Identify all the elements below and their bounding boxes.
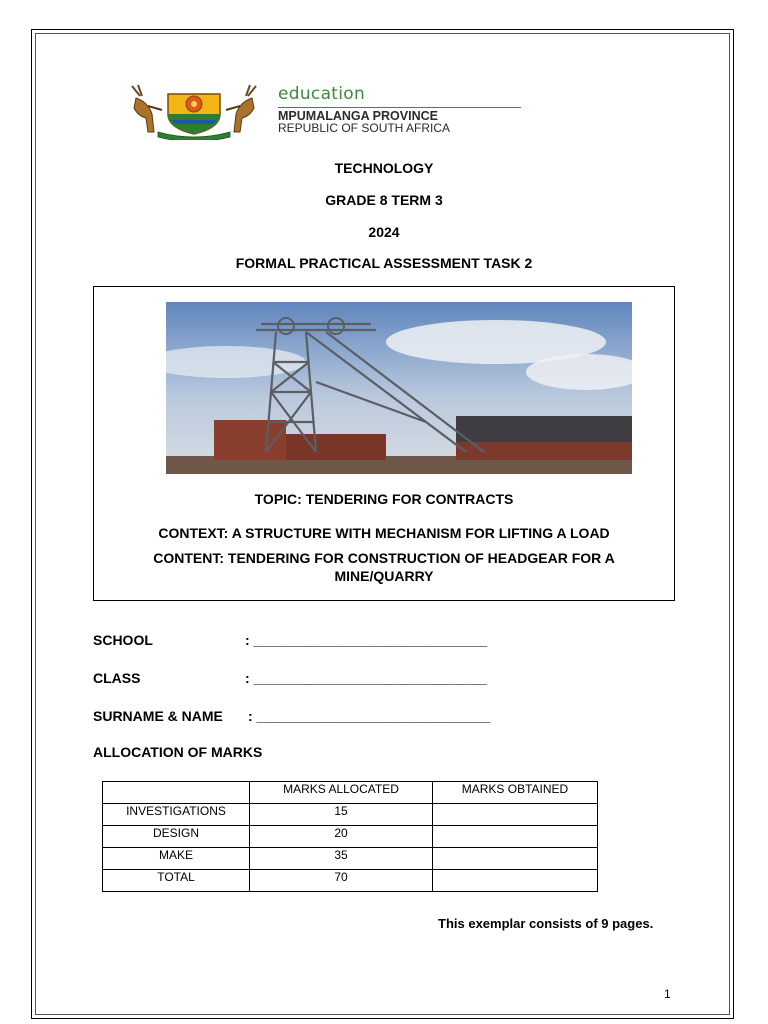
row-obtained[interactable] [433,804,598,826]
table-row [103,848,598,870]
department-logo [118,84,528,140]
header-marks-allocated: MARKS ALLOCATED [250,782,433,804]
table-row [103,804,598,826]
row-label: MAKE [103,848,250,870]
row-allocated: 70 [250,870,433,892]
row-obtained[interactable] [433,870,598,892]
logo-divider [278,107,521,108]
marks-table [102,781,598,892]
allocation-heading: ALLOCATION OF MARKS [93,744,263,760]
row-obtained[interactable] [433,826,598,848]
header-cell-empty [103,782,250,804]
surname-name-field[interactable]: : ______________________________ [248,708,491,724]
page-number: 1 [664,987,671,1001]
year-title: 2024 [368,224,400,240]
mine-headgear-photo [166,302,632,474]
subject-title: TECHNOLOGY [334,160,434,176]
row-allocated: 15 [250,804,433,826]
content-text-line1: CONTENT: TENDERING FOR CONSTRUCTION OF HEADGEAR FOR A [153,550,615,566]
table-row [103,826,598,848]
class-field[interactable]: : ______________________________ [245,670,488,686]
grade-term-title: GRADE 8 TERM 3 [325,192,443,208]
task-title: FORMAL PRACTICAL ASSESSMENT TASK 2 [235,255,533,271]
row-allocated: 35 [250,848,433,870]
table-header-row [103,782,598,804]
logo-wordmark [278,86,365,103]
school-field[interactable]: : ______________________________ [245,632,488,648]
logo-republic-text: REPUBLIC OF SOUTH AFRICA [278,121,451,135]
logo-education-text: education [278,84,366,104]
row-label: TOTAL [103,870,250,892]
row-label: INVESTIGATIONS [103,804,250,826]
class-label: CLASS [93,670,141,686]
surname-name-label: SURNAME & NAME [93,708,223,724]
header-marks-obtained: MARKS OBTAINED [433,782,598,804]
context-text: CONTEXT: A STRUCTURE WITH MECHANISM FOR LIFTING A LOAD [158,525,610,541]
row-obtained[interactable] [433,848,598,870]
south-africa-coat-of-arms-icon [118,84,270,140]
row-allocated: 20 [250,826,433,848]
table-row [103,870,598,892]
content-text-line2: MINE/QUARRY [334,568,434,584]
row-label: DESIGN [103,826,250,848]
topic-text: TOPIC: TENDERING FOR CONTRACTS [254,491,514,507]
exemplar-note: This exemplar consists of 9 pages. [438,916,654,931]
logo-province-text: MPUMALANGA PROVINCE [278,109,438,123]
school-label: SCHOOL [93,632,153,648]
